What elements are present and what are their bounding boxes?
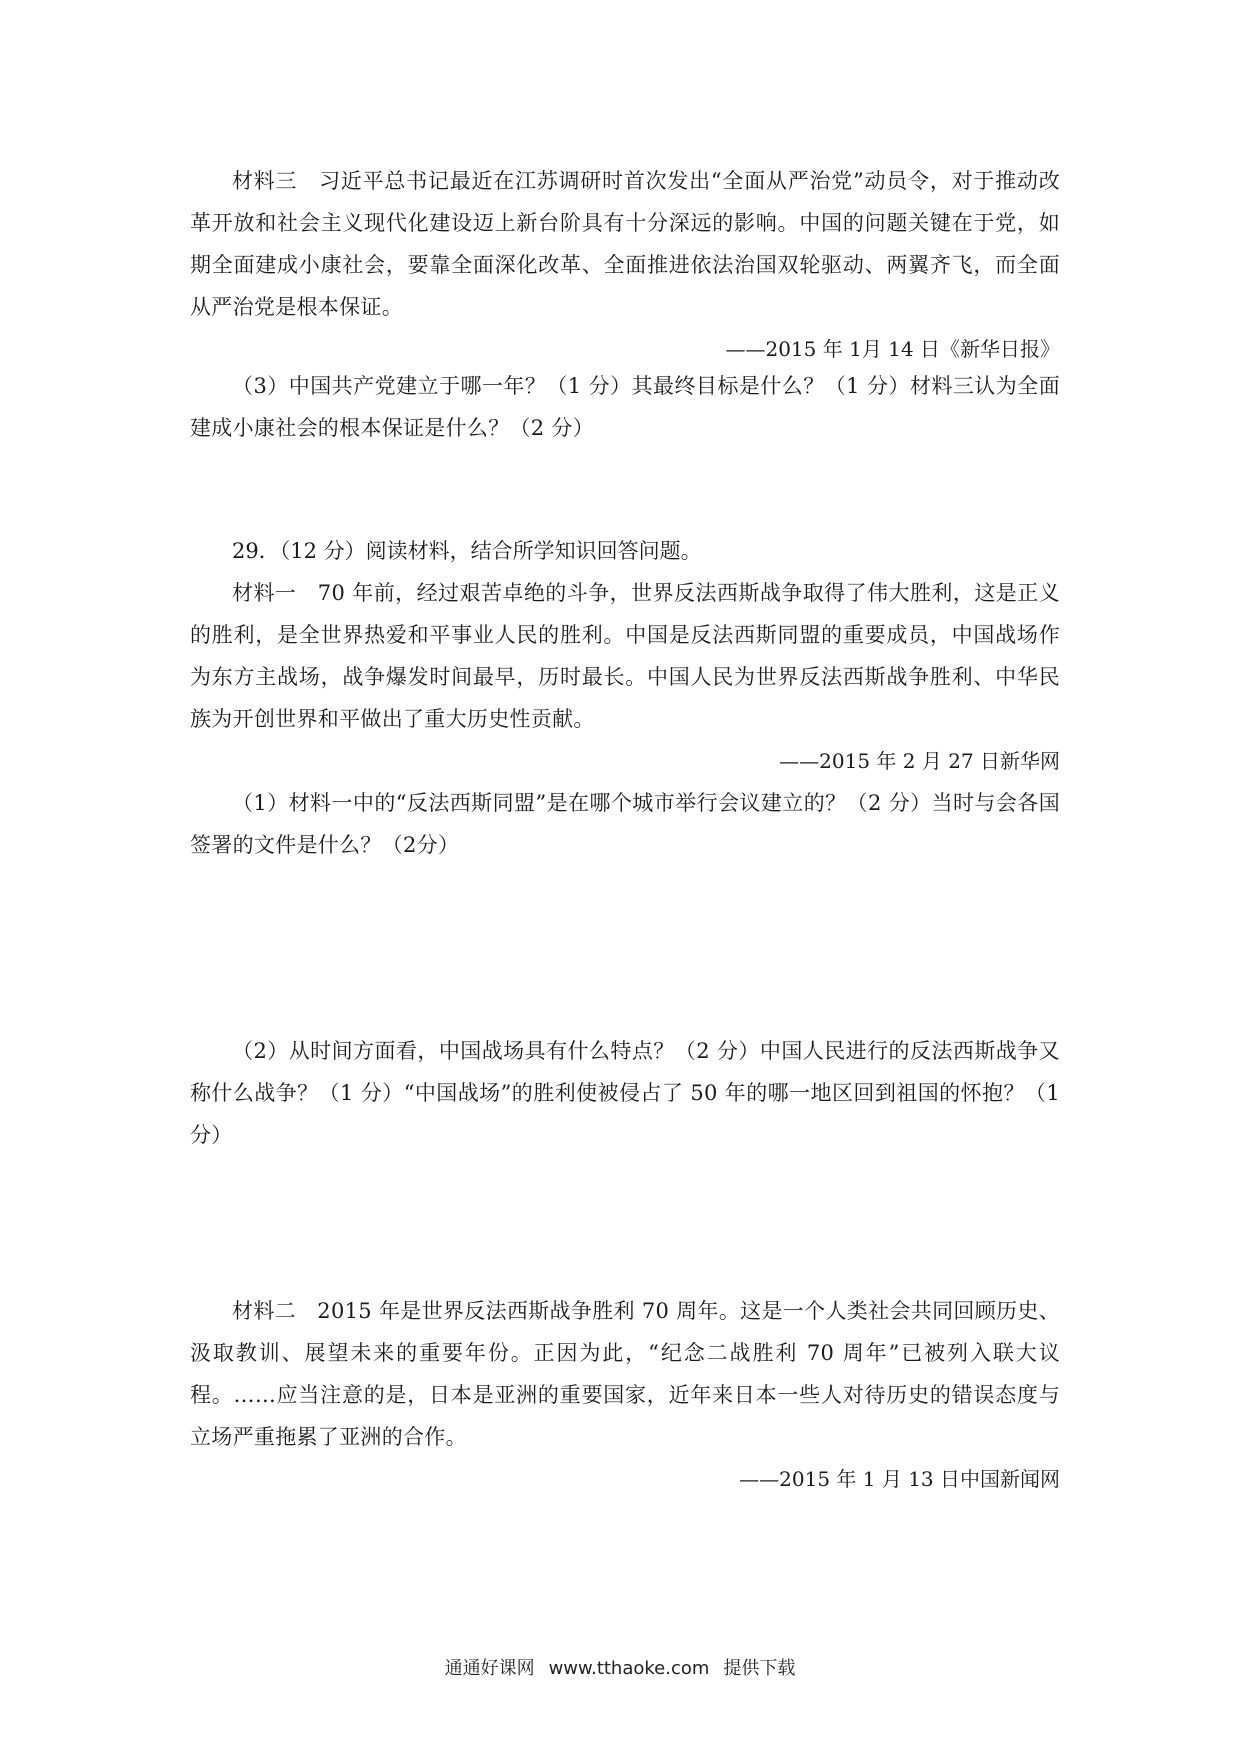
material-one-text: 材料一 70 年前，经过艰苦卓绝的斗争，世界反法西斯战争取得了伟大胜利，这是正义的胜利，是全世界热爱和平事业人民的胜利。中国是反法西斯同盟的重要成员，中国战场作为东方主战场，战争爆发时间最早，历时最长。中国人民为世界反法西斯战争胜利、中华民族为开创世界和平做出了重大历史性贡献。 xyxy=(190,581,1060,731)
footer-site-name: 通通好课网 xyxy=(444,1658,535,1679)
question-three-text: （3）中国共产党建立于哪一年？（1 分）其最终目标是什么？（1 分）材料三认为全面建成小康社会的根本保证是什么？（2 分） xyxy=(190,374,1060,440)
sub-question-one-block xyxy=(190,782,1060,866)
sub-question-one-text: （1）材料一中的“反法西斯同盟”是在哪个城市举行会议建立的？（2 分）当时与会各国签署的文件是什么？（2分） xyxy=(190,791,1060,857)
material-three-block xyxy=(190,160,1060,370)
question-three-block xyxy=(190,365,1060,449)
question-29-heading: 29．（12 分）阅读材料，结合所学知识回答问题。 xyxy=(232,539,702,563)
material-one-source: ——2015 年 2 月 27 日新华网 xyxy=(779,749,1060,773)
material-two-block xyxy=(190,1290,1060,1500)
sub-question-two-text: （2）从时间方面看，中国战场具有什么特点？（2 分）中国人民进行的反法西斯战争又称什么战争？（1 分）“中国战场”的胜利使被侵占了 50 年的哪一地区回到祖国的怀抱？（1 分） xyxy=(190,1039,1060,1147)
sub-question-two-block xyxy=(190,1030,1060,1156)
page-footer xyxy=(0,1654,1240,1680)
footer-tagline: 提供下载 xyxy=(723,1658,796,1679)
question-29-block xyxy=(190,530,1060,782)
material-two-source: ——2015 年 1 月 13 日中国新闻网 xyxy=(739,1467,1060,1491)
footer-url[interactable]: www.tthaoke.com xyxy=(548,1658,710,1679)
material-two-text: 材料二 2015 年是世界反法西斯战争胜利 70 周年。这是一个人类社会共同回顾历史、汲取教训、展望未来的重要年份。正因为此，“纪念二战胜利 70 周年”已被列入联大议程。……应当注意的是，日本是亚洲的重要国家，近年来日本一些人对待历史的错误态度与立场严重拖累了亚洲的合作。 xyxy=(190,1299,1060,1449)
material-three-text: 材料三 习近平总书记最近在江苏调研时首次发出“全面从严治党”动员令，对于推动改革开放和社会主义现代化建设迈上新台阶具有十分深远的影响。中国的问题关键在于党，如期全面建成小康社会，要靠全面深化改革、全面推进依法治国双轮驱动、两翼齐飞，而全面从严治党是根本保证。 xyxy=(190,169,1060,319)
material-three-source: ——2015 年 1月 14 日《新华日报》 xyxy=(725,337,1060,361)
